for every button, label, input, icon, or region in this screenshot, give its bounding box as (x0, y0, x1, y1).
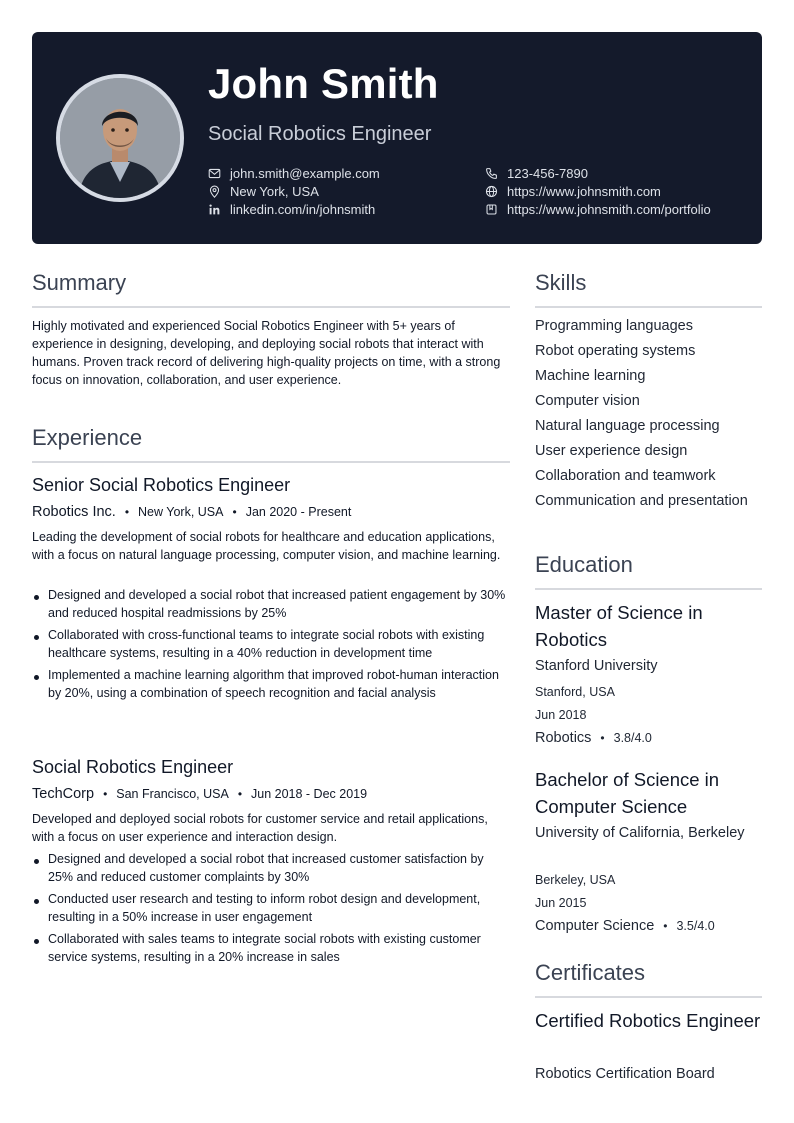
contact-location-text: New York, USA (230, 184, 319, 199)
job-meta (32, 786, 367, 802)
skill-item: Programming languages (535, 318, 693, 334)
meta-separator: • (103, 787, 108, 801)
education-field-gpa (535, 730, 652, 746)
education-gpa: 3.5/4.0 (676, 919, 715, 933)
achievement-item: Collaborated with sales teams to integrate social robots with existing customer service systems, resulting in a 20% increase in sales (32, 930, 510, 966)
contact-website-text: https://www.johnsmith.com (507, 184, 661, 199)
meta-separator: • (663, 919, 668, 933)
education-location: Berkeley, USA (535, 873, 616, 887)
meta-separator: • (124, 505, 130, 519)
education-date: Jun 2015 (535, 896, 587, 910)
education-date: Jun 2018 (535, 708, 587, 722)
education-heading: Education (535, 552, 633, 577)
skill-item: Communication and presentation (535, 493, 748, 509)
education-field-gpa (535, 918, 715, 934)
skill-item: Robot operating systems (535, 343, 696, 359)
skill-item: Collaboration and teamwork (535, 468, 716, 484)
education-field: Robotics (535, 730, 592, 746)
job-dates: Jan 2020 - Present (245, 505, 352, 519)
contact-phone[interactable] (485, 166, 588, 181)
summary-divider (32, 306, 510, 308)
job-location: New York, USA (138, 505, 224, 519)
contact-website[interactable] (485, 184, 661, 199)
education-field: Computer Science (535, 918, 655, 934)
skill-item: Natural language processing (535, 418, 720, 434)
skills-heading: Skills (535, 270, 587, 295)
achievement-item: Conducted user research and testing to inform robot design and development, resulting in a 50% increase in user engagement (32, 890, 510, 926)
job-description: Leading the development of social robots for healthcare and education applications, with a focus on natural language processing, computer vision, and machine learning. (32, 530, 501, 562)
phone-icon (485, 167, 498, 180)
summary-heading: Summary (32, 270, 127, 295)
job-company: TechCorp (32, 786, 95, 802)
job-title: Social Robotics Engineer (32, 757, 234, 777)
linkedin-icon (208, 203, 221, 216)
experience-divider (32, 461, 510, 463)
education-degree: Bachelor of Science in Computer Science (535, 769, 720, 817)
job-meta (32, 504, 351, 520)
portfolio-icon (485, 203, 498, 216)
map-pin-icon (208, 185, 221, 198)
certificates-divider (535, 996, 762, 998)
job-achievements (32, 586, 510, 706)
education-school: Stanford University (535, 658, 658, 674)
candidate-role: Social Robotics Engineer (208, 123, 432, 145)
candidate-name: John Smith (208, 60, 439, 107)
job-location: San Francisco, USA (116, 787, 229, 801)
achievement-item: Designed and developed a social robot that increased patient engagement by 30% and reduced hospital readmissions by 25% (32, 586, 510, 622)
education-location: Stanford, USA (535, 685, 615, 699)
job-title: Senior Social Robotics Engineer (32, 475, 291, 495)
contact-location (208, 184, 319, 199)
skills-divider (535, 306, 762, 308)
skill-item: User experience design (535, 443, 688, 459)
contact-portfolio[interactable] (485, 202, 711, 217)
achievement-item: Collaborated with cross-functional teams to integrate social robots with existing healthcare systems, resulting in a 40% reduction in development time (32, 626, 510, 662)
certificate-name: Certified Robotics Engineer (535, 1010, 761, 1031)
meta-separator: • (237, 787, 243, 801)
mail-icon (208, 167, 221, 180)
job-description: Developed and deployed social robots for customer service and retail applications, with a focus on user experience and interaction design. (32, 812, 488, 844)
education-gpa: 3.8/4.0 (613, 731, 652, 745)
achievement-item: Designed and developed a social robot that increased customer satisfaction by 25% and reduced customer complaints by 30% (32, 850, 510, 886)
profile-photo (56, 74, 184, 202)
globe-icon (485, 185, 498, 198)
education-degree: Master of Science in Robotics (535, 602, 703, 650)
job-dates: Jun 2018 - Dec 2019 (251, 787, 368, 801)
job-achievements (32, 850, 510, 970)
education-divider (535, 588, 762, 590)
certificates-heading: Certificates (535, 960, 646, 985)
job-company: Robotics Inc. (32, 504, 116, 520)
meta-separator: • (600, 731, 605, 745)
contact-linkedin[interactable] (208, 202, 375, 217)
contact-portfolio-text: https://www.johnsmith.com/portfolio (507, 202, 711, 217)
achievement-item: Implemented a machine learning algorithm that improved robot-human interaction by 20%, using a combination of speech recognition and facial analysis (32, 666, 510, 702)
contact-phone-text: 123-456-7890 (507, 166, 588, 181)
certificate-issuer: Robotics Certification Board (535, 1066, 715, 1082)
summary-text: Highly motivated and experienced Social Robotics Engineer with 5+ years of experience in designing, developing, and deploying social robots that interact with humans. Proven track record of delivering high-quality projects on time, with a strong focus on innovation, collaboration, and user experience. (32, 319, 501, 387)
meta-separator: • (232, 505, 237, 519)
skill-item: Machine learning (535, 368, 646, 384)
contact-linkedin-text: linkedin.com/in/johnsmith (230, 202, 376, 217)
skill-item: Computer vision (535, 393, 640, 409)
contact-email[interactable] (208, 166, 380, 181)
experience-heading: Experience (32, 425, 143, 450)
portrait-image (60, 78, 180, 198)
resume-header (32, 32, 762, 244)
contact-email-text: john.smith@example.com (230, 166, 380, 181)
education-school: University of California, Berkeley (535, 825, 745, 841)
